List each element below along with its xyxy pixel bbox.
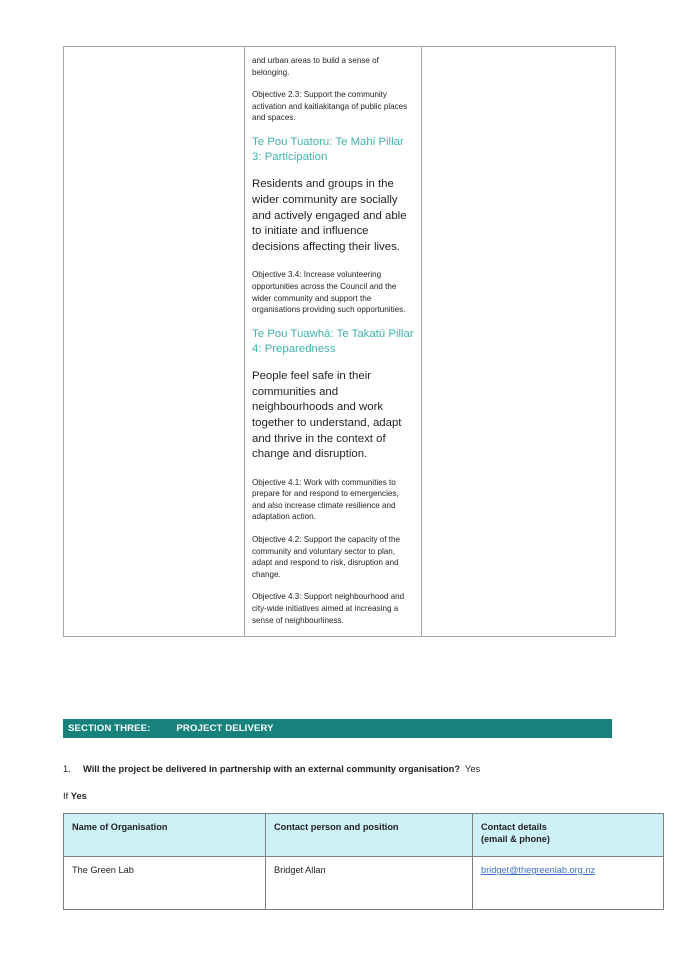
framework-left-cell [64,47,245,637]
objective-4-3: Objective 4.3: Support neighbourhood and city-wide initiatives aimed at increasing a sense of neighbourliness. [252,592,405,625]
framework-middle-cell [245,47,422,637]
header-contact-details-line1: Contact details [481,822,547,832]
partner-table-body [64,857,664,910]
if-yes-prefix: If [63,791,71,801]
pillar-3-heading: Te Pou Tuatoru: Te Mahi Pillar 3: Participation [252,135,404,164]
cell-organisation-name: The Green Lab [64,857,266,910]
header-name-of-organisation: Name of Organisation [64,814,266,857]
header-contact-person: Contact person and position [266,814,473,857]
framework-content [245,47,421,636]
cell-contact-person: Bridget Allan [266,857,473,910]
if-yes-row [63,790,87,803]
section-banner-title: PROJECT DELIVERY [176,723,274,734]
question-answer: Yes [465,764,481,774]
section-three-banner [63,719,612,738]
partner-table-header-row [64,814,664,857]
pillar-4-heading: Te Pou Tuawhā: Te Takatū Pillar 4: Preparedness [252,327,414,355]
framework-right-cell [422,47,616,637]
objective-3-4: Objective 3.4: Increase volunteering opportunities across the Council and the wider community and support the organisations providing such opportunities. [252,270,406,315]
objective-4-1: Objective 4.1: Work with communities to prepare for and respond to emergencies, and also increase climate resilience and adaptation action. [252,477,399,522]
cell-contact-details [473,857,664,910]
objective-4-2: Objective 4.2: Support the capacity of the community and voluntary sector to plan, adapt and respond to risk, disruption and change. [252,535,401,579]
partner-organisation-table [63,813,664,910]
table-row [64,857,664,910]
framework-table [63,46,616,637]
objective-2-3: Objective 2.3: Support the community activation and kaitiakitanga of public places and spaces. [252,90,408,123]
header-contact-details-line2: (email & phone) [481,834,550,845]
partner-table-head [64,814,664,857]
if-yes-bold: Yes [70,791,87,801]
question-text: Will the project be delivered in partnership with an external community organisation? [83,764,461,774]
pillar-3-body: Residents and groups in the wider community are socially and actively engaged and able to initiate and influence decisions affecting their lives. [252,178,407,253]
question-number: 1. [63,764,71,774]
section-banner-label: SECTION THREE: [68,723,151,734]
header-contact-details [473,814,664,857]
email-link[interactable]: bridget@thegreenlab.org.nz [481,865,596,875]
question-1-row [63,763,623,776]
table-row [64,47,616,637]
objective-text-continuation: and urban areas to build a sense of belonging. [252,56,379,77]
pillar-4-body: People feel safe in their communities and neighbourhoods and work together to understand, adapt and thrive in the context of change and disruption. [252,370,402,461]
